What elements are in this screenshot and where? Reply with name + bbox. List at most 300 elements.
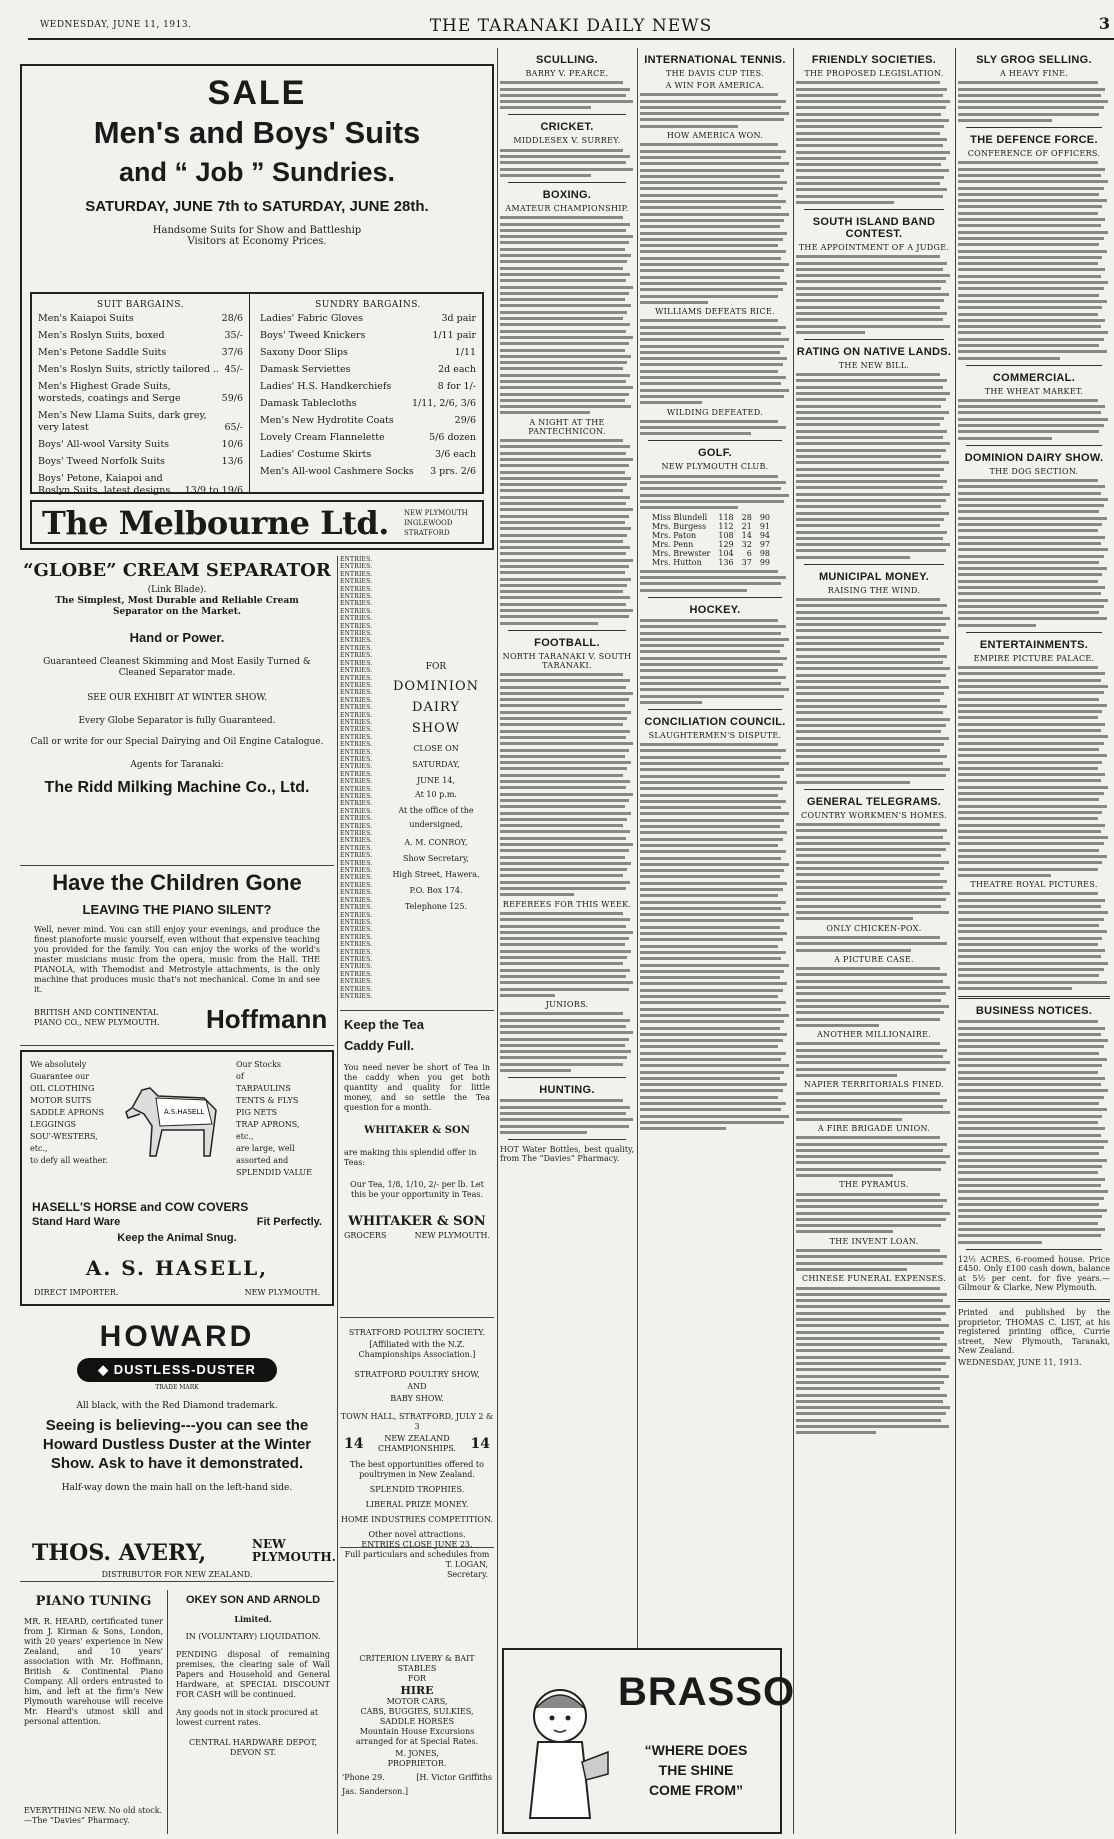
text-line [958,1234,1101,1237]
text-line [796,169,949,172]
text-line [500,155,630,158]
column-rule [955,48,956,1834]
text-line [796,705,947,708]
newspaper-title: THE TARANAKI DAILY NEWS [429,16,713,36]
golf-cell: 104 [718,548,734,558]
text-line [500,868,627,871]
text-line [500,355,631,358]
bargain-price: 65/- [224,422,243,433]
text-line [640,401,702,404]
entries-list [340,556,376,1000]
societies-column [796,48,952,1834]
hasell-list-item: Guarantee our [30,1072,90,1081]
livery-l6: SADDLE HORSES [379,1717,455,1726]
text-line [640,964,789,967]
text-line [500,874,623,877]
text-line [958,106,1104,109]
text-line [796,692,944,695]
text-line [500,241,629,244]
text-line [958,798,1099,801]
text-line [796,1024,879,1027]
bargain-row [260,466,476,478]
text-line [500,887,626,890]
entries-label: ENTRIES. [340,630,373,638]
entries-column [340,556,376,1002]
text-line [958,1184,1101,1187]
text-line [500,742,633,745]
text-line [796,724,946,727]
text-line [958,924,1099,927]
text-line [796,861,949,864]
livery-l8: M. JONES, [395,1749,439,1758]
heading-fire: A FIRE BRIGADE UNION. [817,1123,931,1133]
text-line [958,1171,1098,1174]
text-line [500,149,623,152]
article-text [500,149,634,177]
text-line [640,326,786,329]
text-line [640,156,781,159]
poultry-championship [378,1434,456,1454]
text-line [958,599,1108,602]
text-line [500,584,627,587]
text-line [958,424,1104,427]
text-line [500,774,623,777]
text-line [640,663,783,666]
sale-title: SALE [207,74,307,112]
text-line [958,892,1098,895]
text-line [500,515,629,518]
text-line [500,950,631,953]
text-line [500,711,631,714]
okey-arnold-ad [172,1590,334,1834]
article-text [796,1287,952,1435]
heading-hunting: HUNTING. [539,1084,595,1097]
text-line [958,268,1105,271]
text-line [500,615,629,618]
heading-dog: THE DOG SECTION. [989,466,1079,476]
text-line [640,901,786,904]
text-line [640,106,781,109]
piano-subtitle: LEAVING THE PIANO SILENT? [82,902,272,917]
text-line [958,968,1104,971]
text-line [958,779,1101,782]
text-line [796,201,894,204]
hasell-location: NEW PLYMOUTH. [244,1288,320,1297]
article-text [640,570,790,592]
howard-line2: Half-way down the main hall on the left-hand side. [61,1483,293,1493]
text-line [796,449,946,452]
text-line [796,163,941,166]
text-line [796,768,950,771]
text-line [640,926,780,929]
text-line [500,254,631,257]
text-line [796,655,947,658]
text-line [958,754,1107,757]
dairy-phone: Telephone 125. [404,902,468,911]
text-line [796,886,943,889]
livery-l5: CABS, BUGGIES, SULKIES, [360,1707,474,1716]
text-line [796,642,944,645]
acres-notice: 12½ ACRES, 6-roomed house. Price £450. Only £100 cash down, balance at 5½ per cent. for five years.—Gilmour & Clarke, New Plymouth. [958,1254,1110,1293]
separator [804,789,944,790]
text-line [958,168,1105,171]
text-line [640,850,786,853]
article-text [796,1249,952,1271]
text-line [640,332,781,335]
text-line [500,925,626,928]
heading-pyramus: THE PYRAMUS. [839,1180,909,1190]
entries-label: ENTRIES. [340,741,373,749]
text-line [640,806,781,809]
hasell-list-item: MOTOR SUITS [30,1096,92,1105]
imprint: Printed and published by the proprietor, THOMAS C. LIST, at his registered printing office, Currie street, New Plymouth, Taranaki, New Zealand. [958,1307,1110,1356]
text-line [796,1193,940,1196]
text-line [958,275,1101,278]
separator [966,632,1102,633]
text-line [500,937,629,940]
text-line [500,843,633,846]
text-line [958,1222,1098,1225]
bargain-price: 8 for 1/- [437,381,476,392]
entries-label: ENTRIES. [340,978,373,986]
text-line [796,411,949,414]
text-line [640,907,781,910]
text-line [640,276,780,279]
text-line [958,1089,1108,1092]
heading-williams: WILLIAMS DEFEATS RICE. [655,307,775,317]
text-line [796,711,943,714]
entries-label: ENTRIES. [340,556,373,563]
bargain-price: 5/6 dozen [429,432,476,443]
piano-ad [20,870,334,1046]
sports-column [500,48,634,1834]
text-line [500,862,631,865]
text-line [958,281,1108,284]
text-line [640,669,778,672]
text-line [640,162,789,165]
text-line [640,475,778,478]
text-line [796,1394,947,1397]
text-line [500,88,630,91]
text-line [500,793,633,796]
text-line [640,781,787,784]
trade-mark: TRADE MARK [155,1384,199,1391]
text-line [640,989,783,992]
text-line [796,255,940,258]
text-line [500,912,623,915]
article-text [958,666,1110,877]
golf-cell: 108 [718,530,734,540]
text-line [796,1349,943,1352]
poultry-l3: STRATFORD POULTRY SHOW, [354,1370,480,1379]
text-line [796,299,944,302]
text-line [796,1362,946,1365]
text-line [958,824,1105,827]
text-line [958,561,1099,564]
bargain-price: 3/6 each [434,449,476,460]
text-line [500,298,625,301]
text-line [640,282,787,285]
separator [508,182,626,183]
text-line [796,262,947,265]
text-line [958,100,1108,103]
livery-footer [340,1769,494,1787]
heading-ent: ENTERTAINMENTS. [979,638,1089,651]
text-line [958,836,1108,839]
text-line [796,138,947,141]
suit-heading: SUIT BARGAINS. [97,300,184,310]
text-line [500,229,626,232]
text-line [500,367,623,370]
text-line [796,1168,941,1171]
separator [966,1249,1102,1250]
text-line [796,1199,947,1202]
text-line [796,386,943,389]
bargain-price: 13/9 to 19/6 [184,485,243,496]
golf-cell: 91 [759,521,771,531]
text-line [500,849,629,852]
bargain-price: 28/6 [221,313,243,324]
bargain-name: Men's All-wool Cashmere Socks [260,466,414,477]
heading-cricket: CRICKET. [540,121,594,134]
hasell-name: A. S. HASELL, [85,1256,269,1280]
tea-grocers [340,1229,494,1243]
bargain-price: 37/6 [221,347,243,358]
bargain-price: 59/6 [221,393,243,404]
text-line [500,552,626,555]
heading-gen: GENERAL TELEGRAMS. [806,795,942,808]
text-line [640,1121,784,1124]
text-line [500,1063,623,1066]
text-line [640,181,787,184]
text-line [640,1033,787,1036]
hasell-right-list [236,1060,332,1180]
text-line [958,1071,1098,1074]
sale-note1: Handsome Suits for Show and Battleship [152,225,362,236]
text-line [958,716,1098,719]
text-line [958,666,1098,669]
entries-label: ENTRIES. [340,904,373,912]
text-line [958,723,1105,726]
text-line [640,169,784,172]
text-line [796,1375,949,1378]
heading-newbill: THE NEW BILL. [838,360,910,370]
article-text [796,936,952,952]
text-line [500,673,623,676]
tuning-title: PIANO TUNING [35,1594,152,1609]
text-line [958,1077,1105,1080]
brasso-quote-line: “WHERE DOES [644,1742,748,1758]
text-line [958,1058,1107,1061]
golf-cell: 136 [718,557,734,567]
dairy-date: JUNE 14, [416,776,456,785]
avery-name: THOS. AVERY, [32,1540,207,1566]
article-text [796,255,952,334]
text-line [796,1381,944,1384]
text-line [500,216,623,219]
text-line [958,1165,1102,1168]
text-line [640,570,778,573]
article-text [796,967,952,1027]
heading-boxing: BOXING. [542,188,592,201]
text-line [500,1031,633,1034]
bargain-price: 2d each [438,364,476,375]
text-line [796,842,950,845]
text-line [640,295,778,298]
text-line [640,426,786,429]
heading-proposed: THE PROPOSED LEGISLATION. [804,69,944,78]
text-line [640,638,789,641]
text-line [796,1255,947,1258]
livery-griffiths: [H. Victor Griffiths [416,1773,492,1782]
text-line [500,342,629,345]
text-line [958,930,1107,933]
text-line [640,432,751,435]
text-line [500,1056,627,1059]
text-line [640,213,789,216]
text-line [958,523,1102,526]
bargain-name: Damask Tablecloths [260,398,357,409]
heading-invent: THE INVENT LOAN. [829,1236,919,1246]
text-line [500,830,630,833]
text-line [796,468,944,471]
entries-label: ENTRIES. [340,681,373,689]
text-line [640,863,789,866]
text-line [500,856,625,859]
text-line [796,854,941,857]
text-line [796,1287,940,1290]
text-line [640,644,784,647]
hasell-list-item: of [236,1072,244,1081]
separator [966,365,1102,366]
livery-l4: MOTOR CARS, [386,1697,448,1706]
text-line [640,875,780,878]
hasell-list-item: OIL CLOTHING [30,1084,95,1093]
text-line [958,405,1105,408]
bargain-price: 10/6 [221,439,243,450]
text-line [958,861,1102,864]
text-line [796,280,946,283]
heading-amateur: AMATEUR CHAMPIONSHIP. [505,203,629,213]
text-line [958,1083,1101,1086]
text-line [796,1249,940,1252]
text-line [958,1241,1042,1244]
bargain-row [38,330,243,342]
text-line [500,761,631,764]
text-line [796,718,950,721]
livery-l9: PROPRIETOR. [387,1759,447,1768]
entries-label: ENTRIES. [340,933,373,941]
text-line [796,405,941,408]
melbourne-banner [30,500,484,544]
text-line [958,955,1101,958]
text-line [796,604,947,607]
heading-tennis: INTERNATIONAL TENNIS. [644,54,786,66]
text-line [796,680,941,683]
text-line [958,325,1101,328]
globe-sub: (Link Blade). [147,585,207,595]
text-line [500,590,623,593]
article-text [640,420,790,436]
globe-line6: Call or write for our Special Dairying and Oil Engine Catalogue. [30,737,324,747]
text-line [958,193,1099,196]
text-line [640,762,789,765]
text-line [640,800,786,803]
text-line [640,376,786,379]
text-line [796,157,946,160]
text-line [796,1111,950,1114]
text-line [796,636,949,639]
text-line [500,805,625,808]
text-line [500,622,598,625]
hasell-line3: Keep the Animal Snug. [117,1232,237,1244]
hasell-list-item: to defy all weather. [30,1156,108,1165]
article-text [500,673,634,896]
brasso-brand: BRASSO [618,1670,796,1714]
entries-label: ENTRIES. [340,667,373,675]
bargain-row [38,381,243,405]
golf-cell: Mrs. Brewster [652,548,711,558]
golf-row [648,540,774,549]
text-line [796,493,950,496]
text-line [640,844,778,847]
text-line [640,1064,789,1067]
text-line [958,331,1108,334]
tea-grocers-label: GROCERS [344,1231,387,1240]
heading-night: A NIGHT AT THE PANTECHNICON. [528,417,606,436]
bargain-name: Ladies' H.S. Handkerchiefs [260,381,392,392]
text-line [640,701,702,704]
heading-muni: MUNICIPAL MONEY. [818,570,930,583]
separator [508,114,626,115]
text-line [958,943,1098,946]
hasell-list-item: are large, well [236,1144,295,1153]
banner-diamond-icon: ◆ [98,1362,114,1377]
brasso-ad [502,1648,796,1834]
article-text [640,475,790,509]
bargain-name: Ladies' Fabric Gloves [260,313,364,324]
bargain-row [260,313,476,325]
text-line [796,905,941,908]
text-line [958,548,1108,551]
text-line [500,458,633,461]
text-line [796,892,950,895]
entries-label: ENTRIES. [340,622,373,630]
text-line [796,94,943,97]
text-line [958,911,1108,914]
hasell-list-item: TARPAULINS [236,1084,291,1093]
text-line [640,632,781,635]
text-line [640,676,786,679]
tea-body2: are making this splendid offer in Teas: [344,1148,477,1167]
entries-label: ENTRIES. [340,726,373,734]
text-line [796,1356,950,1359]
text-line [958,113,1099,116]
bargain-row [260,432,476,444]
text-line [796,755,947,758]
text-line [958,262,1098,265]
tea-firm: WHITAKER & SON [364,1125,470,1136]
text-line [796,917,913,920]
text-line [640,225,780,228]
text-line [796,623,946,626]
text-line [640,982,787,985]
text-line [958,1178,1105,1181]
poultry-l16: T. LOGAN, [445,1560,488,1569]
heading-comm: COMMERCIAL. [992,371,1076,384]
golf-cell: 99 [759,557,771,567]
text-line [958,868,1098,871]
